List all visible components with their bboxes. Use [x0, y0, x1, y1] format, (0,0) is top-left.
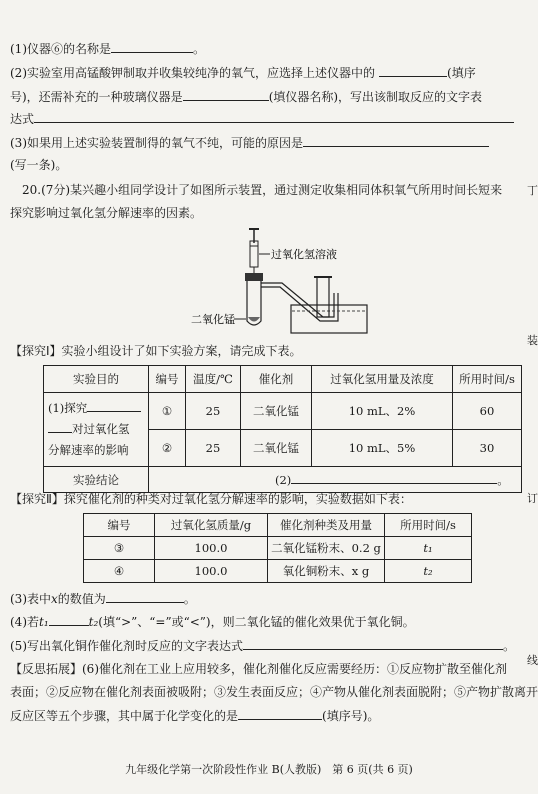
- purpose-cell: [44, 393, 149, 467]
- header-purpose: 实验目的: [44, 366, 149, 393]
- header-2-mass: 过氧化氢质量/g: [155, 514, 268, 537]
- question-3b-end: 。: [183, 592, 196, 606]
- answer-blank-purpose[interactable]: [87, 399, 141, 412]
- question-3b-text-b: 的数值为: [57, 592, 106, 606]
- t2-symbol: t₂: [88, 615, 99, 629]
- row-4-id: ④: [84, 560, 155, 583]
- conclusion-prefix: (2): [275, 473, 292, 487]
- row-1-temp: 25: [186, 393, 241, 430]
- question-1-end: 。: [193, 42, 206, 56]
- catalyst-powder: [248, 317, 260, 322]
- delivery-tube: [261, 283, 334, 317]
- edge-mark-3: 订: [527, 492, 538, 505]
- header-time: 所用时间/s: [453, 366, 522, 393]
- question-6-text-a: 反应区等五个步骤，其中属于化学变化的是: [10, 709, 239, 723]
- answer-blank-2b[interactable]: [183, 88, 269, 101]
- row-2-catalyst: 二氧化锰: [241, 430, 312, 467]
- edge-mark-1: 丁: [527, 184, 538, 197]
- question-3b-text-a: (3)表中: [10, 592, 51, 606]
- question-1: [10, 40, 205, 57]
- question-6-text-b: (填序号)。: [322, 709, 380, 723]
- row-1-id: ①: [149, 393, 186, 430]
- label-hydrogen-peroxide: 过氧化氢溶液: [271, 248, 337, 261]
- question-2-text-d: (填仪器名称)，写出该制取反应的文字表: [268, 90, 483, 104]
- variable-x: x: [51, 592, 58, 606]
- answer-blank-x[interactable]: [106, 590, 184, 603]
- question-2-text-e: 达式: [10, 112, 35, 126]
- explore-2-row-4: [84, 560, 472, 583]
- question-2-text-a: (2)实验室用高锰酸钾制取并收集较纯净的氧气，应选择上述仪器中的: [10, 66, 376, 80]
- purpose-text-3: 分解速率的影响: [48, 443, 129, 457]
- row-2-temp: 25: [186, 430, 241, 467]
- syringe-barrel: [250, 241, 258, 267]
- label-manganese-dioxide: 二氧化锰: [191, 313, 235, 326]
- row-4-mass: 100.0: [155, 560, 268, 583]
- question-2-line-2: [10, 88, 482, 105]
- explore-2-table: [83, 513, 472, 583]
- question-1-text: (1)仪器⑥的名称是: [10, 42, 111, 56]
- conclusion-end: 。: [497, 473, 509, 487]
- answer-blank-purpose-cont[interactable]: [48, 420, 72, 433]
- purpose-text-1: (1)探究: [48, 401, 88, 415]
- conclusion-label: 实验结论: [44, 467, 149, 493]
- row-2-id: ②: [149, 430, 186, 467]
- row-1-amount: 10 mL、2%: [312, 393, 453, 430]
- row-3-catalyst: 二氧化锰粉末、0.2 g: [268, 537, 385, 560]
- row-2-amount: 10 mL、5%: [312, 430, 453, 467]
- header-amount: 过氧化氢用量及浓度: [312, 366, 453, 393]
- row-3-mass: 100.0: [155, 537, 268, 560]
- question-6-line-1: 【反思拓展】(6)催化剂在工业上应用较多，催化剂催化反应需要经历：①反应物扩散至催化剂: [10, 662, 508, 676]
- question-4-text-a: (4)若: [10, 615, 39, 629]
- answer-blank-2a[interactable]: [379, 64, 447, 77]
- answer-blank-equation[interactable]: [243, 637, 503, 650]
- edge-mark-2: 装: [527, 334, 538, 347]
- answer-blank-2c[interactable]: [34, 110, 514, 123]
- question-4: [10, 613, 415, 630]
- delivery-tube-wall: [261, 287, 338, 321]
- question-5: [10, 637, 515, 654]
- question-2-text-c: 号)，还需补充的一种玻璃仪器是: [10, 90, 183, 104]
- explore-1-header-row: [44, 366, 522, 393]
- syringe-plunger-cap: [249, 228, 259, 230]
- question-4-text-b: (填“>”、“=”或“<”)，则二氧化锰的催化效果优于氧化铜。: [98, 615, 415, 629]
- row-4-time: t₂: [385, 560, 472, 583]
- row-2-time: 30: [453, 430, 522, 467]
- row-3-id: ③: [84, 537, 155, 560]
- question-6-line-2: 表面；②反应物在催化剂表面被吸附；③发生表面反应；④产物从催化剂表面脱附；⑤产物扩散离开: [10, 685, 538, 699]
- rubber-stopper: [245, 273, 263, 281]
- question-6-line-3: [10, 707, 379, 724]
- explore-1-title: 【探究Ⅰ】实验小组设计了如下实验方案，请完成下表。: [10, 344, 302, 358]
- conclusion-cell: [149, 467, 522, 493]
- explore-2-row-3: [84, 537, 472, 560]
- question-3b: [10, 590, 196, 607]
- answer-blank-compare[interactable]: [49, 613, 89, 626]
- question-3-line-1: [10, 134, 489, 151]
- row-3-time: t₁: [385, 537, 472, 560]
- header-catalyst: 催化剂: [241, 366, 312, 393]
- header-temp: 温度/℃: [186, 366, 241, 393]
- question-20-line-2: 探究影响过氧化氢分解速率的因素。: [10, 206, 203, 220]
- explore-1-table: [43, 365, 522, 493]
- question-5-text: (5)写出氧化铜作催化剂时反应的文字表达式: [10, 639, 243, 653]
- question-2-text-b: (填序: [447, 66, 476, 80]
- question-2-line-3: [10, 110, 514, 127]
- explore-2-header-row: [84, 514, 472, 537]
- purpose-text-2: 对过氧化氢: [72, 422, 130, 436]
- explore-1-row-1: [44, 393, 522, 430]
- answer-blank-1[interactable]: [111, 40, 193, 53]
- edge-mark-4: 线: [527, 654, 538, 667]
- question-3-text: (3)如果用上述实验装置制得的氧气不纯，可能的原因是: [10, 136, 304, 150]
- question-20-line-1: 20.(7分)某兴趣小组同学设计了如图所示装置，通过测定收集相同体积氧气所用时间长短来: [22, 183, 503, 197]
- row-4-catalyst: 氧化铜粉末、x g: [268, 560, 385, 583]
- apparatus-figure: [190, 225, 380, 337]
- page-footer: 九年级化学第一次阶段性作业 B(人教版) 第 6 页(共 6 页): [125, 763, 413, 776]
- answer-blank-3[interactable]: [303, 134, 489, 147]
- explore-1-conclusion-row: [44, 467, 522, 493]
- t1-symbol: t₁: [39, 615, 49, 629]
- header-2-time: 所用时间/s: [385, 514, 472, 537]
- answer-blank-conclusion[interactable]: [291, 471, 497, 484]
- header-2-catalyst: 催化剂种类及用量: [268, 514, 385, 537]
- question-5-end: 。: [503, 639, 516, 653]
- header-2-id: 编号: [84, 514, 155, 537]
- row-1-time: 60: [453, 393, 522, 430]
- answer-blank-steps[interactable]: [238, 707, 322, 720]
- row-1-catalyst: 二氧化锰: [241, 393, 312, 430]
- explore-2-title: 【探究Ⅱ】探究催化剂的种类对过氧化氢分解速率的影响，实验数据如下表：: [10, 492, 412, 506]
- header-id: 编号: [149, 366, 186, 393]
- question-2-line-1: [10, 64, 476, 81]
- question-3-note: (写一条)。: [10, 158, 68, 172]
